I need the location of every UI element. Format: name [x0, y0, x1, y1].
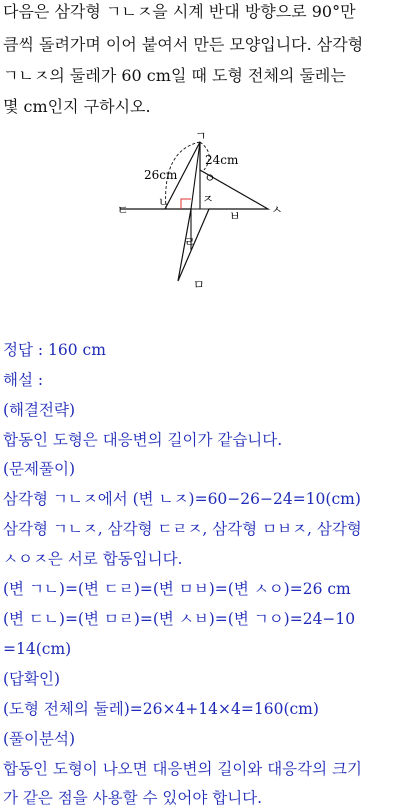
vertex-s-label: ㅅ [271, 203, 283, 217]
problem-line-3: ㄱㄴㅈ의 둘레가 60 cm일 때 도형 전체의 둘레는 [3, 66, 346, 85]
answer-line-1: 정답 : 160 cm [3, 341, 106, 359]
answer-line-5: (문제풀이) [3, 460, 75, 478]
problem-line-2: 큼씩 돌려가며 이어 붙여서 만든 모양입니다. 삼각형 [3, 35, 364, 54]
vertex-b-label: ㅂ [229, 209, 241, 223]
answer-line-9: (변 ㄱㄴ)=(변 ㄷㄹ)=(변 ㅁㅂ)=(변 ㅅㅇ)=26 cm [3, 580, 351, 598]
pinwheel-figure [0, 130, 400, 290]
answer-line-15: 합동인 도형이 나오면 대응변의 길이와 대응각의 크기 [3, 760, 362, 778]
answer-line-7: 삼각형 ㄱㄴㅈ, 삼각형 ㄷㄹㅈ, 삼각형 ㅁㅂㅈ, 삼각형 [3, 520, 362, 538]
answer-line-11: =14(cm) [3, 640, 72, 658]
vertex-o-label: ㅇ [204, 171, 216, 185]
answer-line-3: (해결전략) [3, 401, 75, 419]
right-angle-marker [181, 199, 191, 209]
answer-line-10: (변 ㄷㄴ)=(변 ㅁㄹ)=(변 ㅅㅂ)=(변 ㄱㅇ)=24−10 [3, 610, 356, 628]
vertex-g-label: ㄱ [195, 130, 207, 143]
length-24cm-label: 24cm [205, 153, 239, 167]
pinwheel-outline [120, 142, 268, 281]
vertex-j-label: ㅈ [202, 192, 214, 206]
answer-line-8: ㅅㅇㅈ은 서로 합동입니다. [3, 550, 183, 568]
vertex-m-label: ㅁ [193, 278, 205, 290]
answer-line-6: 삼각형 ㄱㄴㅈ에서 (변 ㄴㅈ)=60−26−24=10(cm) [3, 490, 361, 508]
vertex-d-label: ㄷ [117, 203, 129, 217]
answer-line-4: 합동인 도형은 대응변의 길이가 같습니다. [3, 431, 283, 449]
length-26cm-label: 26cm [144, 168, 178, 182]
answer-line-14: (풀이분석) [3, 730, 75, 748]
answer-line-2: 해설 : [3, 371, 44, 389]
answer-line-16: 가 같은 점을 사용할 수 있어야 합니다. [3, 789, 263, 807]
answer-line-12: (답확인) [3, 670, 61, 688]
vertex-r-label: ㄹ [184, 235, 196, 249]
answer-line-13: (도형 전체의 둘레)=26×4+14×4=160(cm) [3, 700, 319, 718]
problem-line-4: 몇 cm인지 구하시오. [3, 97, 151, 116]
problem-line-1: 다음은 삼각형 ㄱㄴㅈ을 시계 반대 방향으로 90°만 [3, 2, 356, 21]
vertex-n-label: ㄴ [158, 195, 170, 209]
segment-g-j [191, 142, 200, 209]
